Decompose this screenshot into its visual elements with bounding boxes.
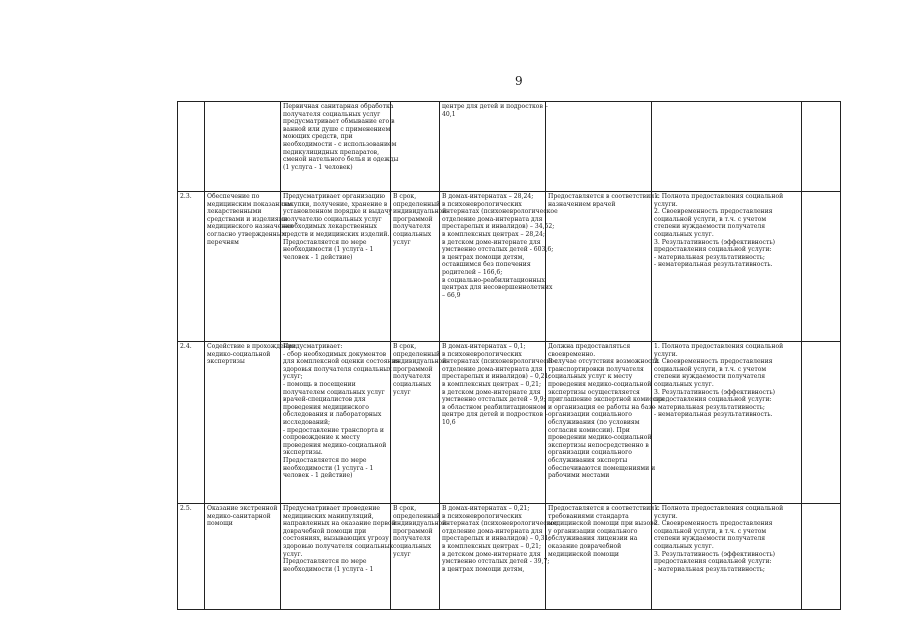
text-line: услуги.: [654, 350, 678, 358]
text-line: у организации социального: [548, 527, 638, 535]
text-line: медико-социальной: [207, 350, 271, 358]
text-line: 10,6: [442, 418, 456, 426]
text-line: (1 услуга - 1 человек): [283, 163, 353, 171]
text-line: - нематериальная результативность.: [654, 261, 773, 269]
text-line: Оказание экстренной: [207, 505, 278, 512]
text-line: Предусматривает:: [283, 343, 343, 350]
text-line: назначением врачей: [548, 200, 616, 208]
text-line: определенный: [393, 512, 441, 520]
text-line: - нематериальная результативность.: [654, 411, 773, 419]
table-row: [178, 192, 841, 342]
text-line: медицинской помощи при вызове: [548, 520, 658, 528]
text-line: установленном порядке и выдачу: [283, 208, 392, 216]
text-line: 1. Полнота предоставления социальной: [654, 193, 784, 200]
text-line: ванной или душе с применением: [283, 125, 391, 133]
text-line: предоставления социальной услуги:: [654, 246, 772, 254]
text-line: индивидуальной: [393, 208, 447, 216]
text-line: организации социального: [548, 411, 632, 419]
text-line: Предусматривает проведение: [283, 505, 381, 512]
text-line: индивидуальной: [393, 358, 447, 366]
text-line: престарелых и инвалидов) – 0,31;: [442, 535, 551, 543]
text-line: помощи: [207, 520, 233, 528]
text-line: состояниях, вызывающих угрозу: [283, 535, 389, 543]
text-line: в психоневрологических: [442, 200, 522, 208]
table-row: [178, 102, 841, 192]
service-term: [391, 342, 447, 504]
text-line: организации социального: [548, 449, 632, 457]
text-line: требованиями стандарта: [548, 512, 629, 520]
service-name: [205, 192, 294, 342]
text-line: умственно отсталых детей - 603,6;: [442, 246, 554, 254]
text-line: экспертизы: [207, 358, 245, 366]
text-line: интернатах (психоневрологическое: [442, 208, 558, 216]
text-line: своевременно.: [548, 350, 596, 358]
text-line: в детском доме-интернате для: [442, 388, 541, 396]
text-line: социальной услуги, в т.ч. с учетом: [654, 215, 767, 223]
text-line: социальной услуги, в т.ч. с учетом: [654, 365, 767, 373]
text-line: медицинского назначения: [207, 223, 294, 231]
text-line: медицинских манипуляций,: [283, 512, 374, 520]
text-line: сопровождение к месту: [283, 434, 360, 442]
text-line: исследований;: [283, 418, 331, 426]
text-line: согласия комиссии). При: [548, 426, 630, 434]
text-line: в центрах помощи детям,: [442, 565, 525, 573]
text-line: проведения медико-социальной: [548, 380, 652, 388]
text-line: медицинской помощи: [548, 550, 619, 558]
text-line: отделение дома-интерната для: [442, 215, 543, 223]
service-name: [205, 102, 281, 192]
text-line: предоставления социальной услуги:: [654, 558, 772, 566]
text-line: медицинским показаниям: [207, 200, 292, 208]
text-line: социальных: [393, 542, 432, 550]
text-line: 2. Своевременность предоставления: [654, 358, 773, 366]
text-line: в комплексных центрах – 28,24;: [442, 230, 545, 238]
text-line: моющих средств, при: [283, 133, 353, 141]
text-line: социальных услуг.: [654, 230, 714, 238]
text-line: необходимости (1 услуга - 1: [283, 565, 374, 573]
text-line: получателем социальных услуг: [283, 388, 385, 396]
text-line: в детском доме-интернате для: [442, 238, 541, 246]
text-line: проведения медико-социальной: [283, 441, 387, 449]
text-line: обслуживания лицензии на: [548, 535, 638, 543]
text-line: В домах-интернатах – 28,24;: [442, 193, 534, 200]
text-line: умственно отсталых детей - 39,7;: [442, 558, 550, 566]
text-line: доврачебной помощи при: [283, 527, 367, 535]
row-number: 2.5.: [178, 504, 205, 610]
text-line: в центрах помощи детям,: [442, 253, 525, 261]
text-line: услуг;: [283, 373, 303, 381]
text-line: в психоневрологических: [442, 350, 522, 358]
text-line: центрах для несовершеннолетних: [442, 284, 553, 292]
text-line: экспертизы осуществляется: [548, 388, 640, 396]
text-line: приглашение экспертной комиссии: [548, 396, 665, 404]
service-description: [281, 192, 391, 342]
text-line: социальных: [393, 380, 432, 388]
text-line: здоровью получателя социальных: [283, 542, 394, 550]
text-line: экспертизы.: [283, 449, 323, 457]
service-description: [281, 102, 399, 192]
table-row: [178, 342, 841, 504]
text-line: социальных услуг к месту: [548, 373, 633, 381]
text-line: Должна предоставляться: [548, 343, 631, 350]
text-line: рабочими местами: [548, 472, 610, 480]
text-line: престарелых и инвалидов) – 34,52;: [442, 223, 555, 231]
service-term: [391, 192, 447, 342]
text-line: В случае отсутствия возможности: [548, 358, 659, 366]
text-line: человек - 1 действие): [283, 253, 353, 261]
text-line: - материальная результативность;: [654, 253, 765, 261]
text-line: педикулицидных препаратов,: [283, 148, 380, 156]
quality-indicators: [652, 504, 802, 610]
text-line: 3. Результативность (эффективность): [654, 550, 776, 558]
text-line: обследования и лабораторных: [283, 411, 382, 419]
text-line: лекарственными: [207, 208, 262, 216]
text-line: и организация ее работы на базе: [548, 403, 656, 411]
extra-cell: [802, 342, 841, 504]
text-line: центре для детей и подростков –: [442, 103, 548, 110]
text-line: предусматривает обмывание его в: [283, 118, 395, 126]
service-conditions: [546, 192, 660, 342]
page-number: 9: [515, 74, 523, 88]
text-line: - помощь в посещении: [283, 380, 356, 388]
service-term: [391, 504, 447, 610]
service-tariff: [440, 102, 546, 192]
service-description: [281, 504, 396, 610]
text-line: закупки, получение, хранение в: [283, 200, 388, 208]
text-line: степени нуждаемости получателя: [654, 223, 766, 231]
text-line: 40,1: [442, 110, 456, 118]
text-line: получателя: [393, 373, 431, 381]
quality-indicators: [652, 342, 802, 504]
text-line: проведении медико-социальной: [548, 434, 652, 442]
text-line: транспортировки получателя: [548, 365, 644, 373]
text-line: в социально-реабилитационных: [442, 276, 545, 284]
text-line: интернатах (психоневрологическое: [442, 520, 558, 528]
text-line: степени нуждаемости получателя: [654, 373, 766, 381]
row-number: 2.4.: [178, 342, 205, 504]
text-line: здоровья получателя социальных: [283, 365, 392, 373]
text-line: обслуживания эксперты: [548, 456, 628, 464]
text-line: получателя: [393, 535, 431, 543]
text-line: индивидуальной: [393, 520, 447, 528]
text-line: перечням: [207, 238, 239, 246]
text-line: родителей – 166,6;: [442, 268, 503, 276]
text-line: Предоставляется в соответствии с: [548, 193, 660, 200]
text-line: В срок,: [393, 343, 417, 350]
text-line: проведения медицинского: [283, 403, 369, 411]
text-line: - материальная результативность;: [654, 565, 765, 573]
text-line: степени нуждаемости получателя: [654, 535, 766, 543]
text-line: социальных услуг.: [654, 380, 714, 388]
table-row: [178, 504, 841, 610]
service-description: [281, 342, 400, 504]
text-line: отделение дома-интерната для: [442, 365, 543, 373]
text-line: Предоставляется по мере: [283, 238, 367, 246]
text-line: интернатах (психоневрологическое: [442, 358, 558, 366]
text-line: определенный: [393, 200, 441, 208]
text-line: оставшимся без попечения: [442, 261, 531, 269]
text-line: услуг.: [283, 550, 303, 558]
text-line: программой: [393, 365, 433, 373]
text-line: в областном реабилитационном: [442, 403, 546, 411]
text-line: Предоставляется по мере: [283, 456, 367, 464]
text-line: В срок,: [393, 193, 417, 200]
text-line: необходимости (1 услуга - 1: [283, 246, 374, 254]
text-line: 1. Полнота предоставления социальной: [654, 505, 784, 512]
text-line: необходимости - с использованием: [283, 140, 397, 148]
text-line: человек - 1 действие): [283, 472, 353, 480]
text-line: средствами и изделиями: [207, 215, 288, 223]
service-conditions: [546, 102, 652, 192]
service-conditions: [546, 342, 665, 504]
text-line: получателю социальных услуг: [283, 215, 382, 223]
text-line: 1. Полнота предоставления социальной: [654, 343, 784, 350]
extra-cell: [802, 504, 841, 610]
text-line: предоставления социальной услуги:: [654, 396, 772, 404]
text-line: услуги.: [654, 200, 678, 208]
text-line: Обеспечение по: [207, 193, 260, 200]
text-line: программой: [393, 215, 433, 223]
text-line: Содействие в прохождении: [207, 343, 296, 350]
text-line: - сбор необходимых документов: [283, 350, 387, 358]
quality-indicators: [652, 102, 802, 192]
text-line: обеспечиваются помещениями и: [548, 464, 656, 472]
text-line: получателя социальных услуг: [283, 110, 381, 118]
text-line: сменой нательного белья и одежды: [283, 156, 399, 164]
text-line: оказание доврачебной: [548, 542, 622, 550]
text-line: социальных: [393, 230, 432, 238]
text-line: медико-санитарной: [207, 512, 271, 520]
text-line: Предусматривает организацию: [283, 193, 386, 200]
text-line: социальных услуг.: [654, 542, 714, 550]
extra-cell: [802, 102, 841, 192]
text-line: услуг: [393, 550, 411, 558]
services-table: [177, 101, 841, 610]
text-line: услуг: [393, 238, 411, 246]
text-line: В срок,: [393, 505, 417, 512]
text-line: программой: [393, 527, 433, 535]
text-line: Предоставляется в соответствии с: [548, 505, 660, 512]
service-tariff: [440, 192, 558, 342]
text-line: необходимости (1 услуга - 1: [283, 464, 374, 472]
text-line: в психоневрологических: [442, 512, 522, 520]
service-name: [205, 504, 281, 610]
text-line: отделение дома-интерната для: [442, 527, 543, 535]
text-line: - материальная результативность;: [654, 403, 765, 411]
text-line: 3. Результативность (эффективность): [654, 238, 776, 246]
row-number: 2.3.: [178, 192, 205, 342]
extra-cell: [802, 192, 841, 342]
text-line: социальной услуги, в т.ч. с учетом: [654, 527, 767, 535]
text-line: обслуживания (по условиям: [548, 418, 640, 426]
text-line: направленных на оказание первой: [283, 520, 396, 528]
text-line: в комплексных центрах – 0,21;: [442, 380, 542, 388]
text-line: получателя: [393, 223, 431, 231]
text-line: В домах-интернатах – 0,21;: [442, 505, 530, 512]
text-line: услуг: [393, 388, 411, 396]
text-line: средств и медицинских изделий.: [283, 230, 390, 238]
text-line: в комплексных центрах – 0,21;: [442, 542, 542, 550]
text-line: необходимых лекарственных: [283, 223, 377, 231]
text-line: для комплексной оценки состояния: [283, 358, 400, 366]
service-tariff: [440, 342, 558, 504]
text-line: в детском доме-интернате для: [442, 550, 541, 558]
text-line: Первичная санитарная обработка: [283, 103, 394, 110]
service-tariff: [440, 504, 558, 610]
service-conditions: [546, 504, 660, 610]
text-line: врачей-специалистов для: [283, 396, 366, 404]
text-line: Предоставляется по мере: [283, 558, 367, 566]
text-line: 2. Своевременность предоставления: [654, 520, 773, 528]
text-line: услуги.: [654, 512, 678, 520]
row-number: [178, 102, 205, 192]
text-line: В домах-интернатах – 0,1;: [442, 343, 526, 350]
text-line: экспертизы непосредственно в: [548, 441, 649, 449]
text-line: престарелых и инвалидов) – 0,21;: [442, 373, 551, 381]
text-line: 3. Результативность (эффективность): [654, 388, 776, 396]
text-line: умственно отсталых детей - 9,9;: [442, 396, 546, 404]
text-line: определенный: [393, 350, 441, 358]
text-line: - предоставление транспорта и: [283, 426, 384, 434]
text-line: – 66,9: [442, 291, 461, 299]
quality-indicators: [652, 192, 802, 342]
text-line: согласно утвержденным: [207, 230, 287, 238]
text-line: 2. Своевременность предоставления: [654, 208, 773, 216]
text-line: центре для детей и подростков –: [442, 411, 548, 419]
service-term: [391, 102, 440, 192]
